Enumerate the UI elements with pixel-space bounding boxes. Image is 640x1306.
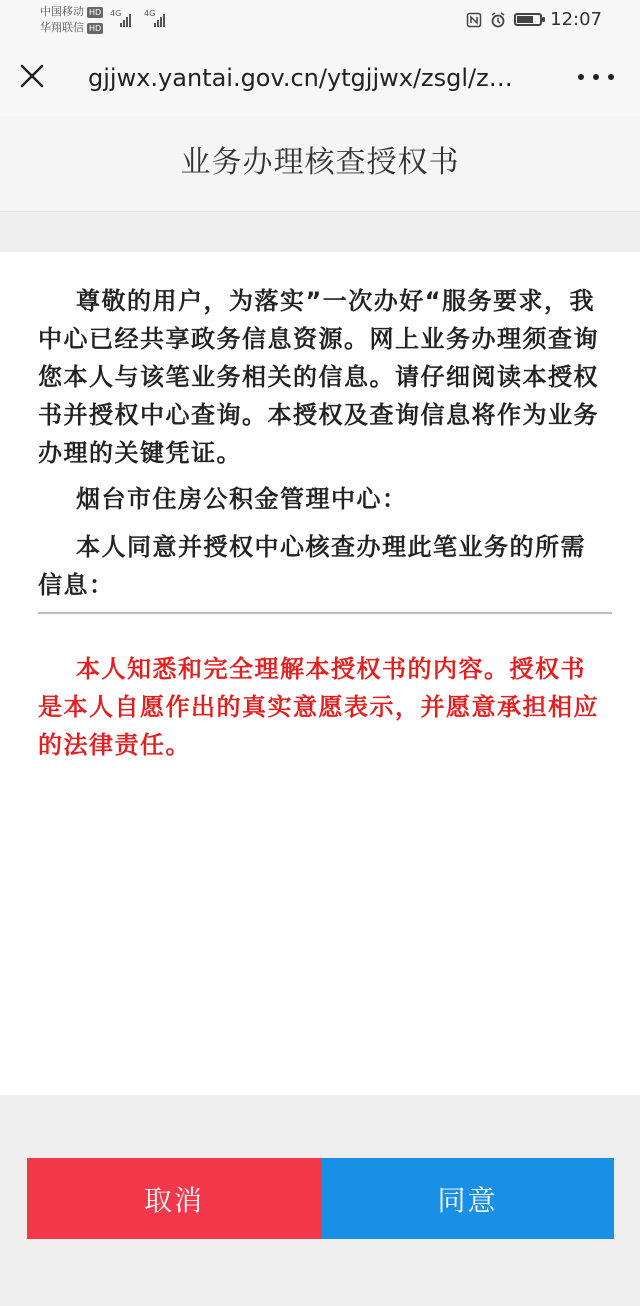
intro-paragraph: 尊敬的用户，为落实”一次办好“服务要求，我中心已经共享政务信息资源。网上业务办理须查询您本人与该笔业务相关的信息。请仔细阅读本授权书并授权中心查询。本授权及查询信息将作为业务办理的关键凭证。 xyxy=(38,287,599,467)
page-header xyxy=(0,116,640,212)
divider xyxy=(38,612,612,614)
network-type-label: 4G xyxy=(144,9,156,18)
close-button[interactable] xyxy=(14,58,50,94)
more-options-button[interactable] xyxy=(578,62,614,92)
carrier-name-2: 华翔联信 xyxy=(40,21,84,34)
signal-icon xyxy=(120,14,131,27)
legal-notice: 本人知悉和完全理解本授权书的内容。授权书是本人自愿作出的真实意愿表示，并愿意承担相应的法律责任。 xyxy=(38,655,599,759)
status-bar xyxy=(0,0,640,42)
more-dot-icon xyxy=(608,74,614,80)
page-title: 业务办理核查授权书 xyxy=(180,145,460,180)
carrier-info xyxy=(40,4,103,36)
status-right-group xyxy=(466,9,602,30)
battery-level xyxy=(517,16,533,23)
browser-url-bar xyxy=(0,42,640,116)
hd-badge: HD xyxy=(89,23,102,33)
battery-icon xyxy=(514,13,542,26)
nfc-icon xyxy=(466,12,482,28)
close-icon xyxy=(14,58,50,94)
signal-icon xyxy=(154,14,165,27)
agree-button[interactable]: 同意 xyxy=(321,1158,614,1239)
authorization-content xyxy=(0,252,640,1095)
network-type-label: 4G xyxy=(110,9,122,18)
carrier-name-1: 中国移动 xyxy=(40,5,84,18)
more-dot-icon xyxy=(593,74,599,80)
more-dot-icon xyxy=(578,74,584,80)
hd-badge: HD xyxy=(89,7,102,17)
url-text[interactable]: gjjwx.yantai.gov.cn/ytgjjwx/zsgl/z… xyxy=(88,64,513,92)
alarm-icon xyxy=(490,12,506,28)
cancel-button[interactable]: 取消 xyxy=(27,1158,321,1239)
addressee-paragraph: 烟台市住房公积金管理中心： xyxy=(76,485,408,513)
consent-paragraph: 本人同意并授权中心核查办理此笔业务的所需信息： xyxy=(38,533,586,599)
clock-time: 12:07 xyxy=(550,9,602,30)
